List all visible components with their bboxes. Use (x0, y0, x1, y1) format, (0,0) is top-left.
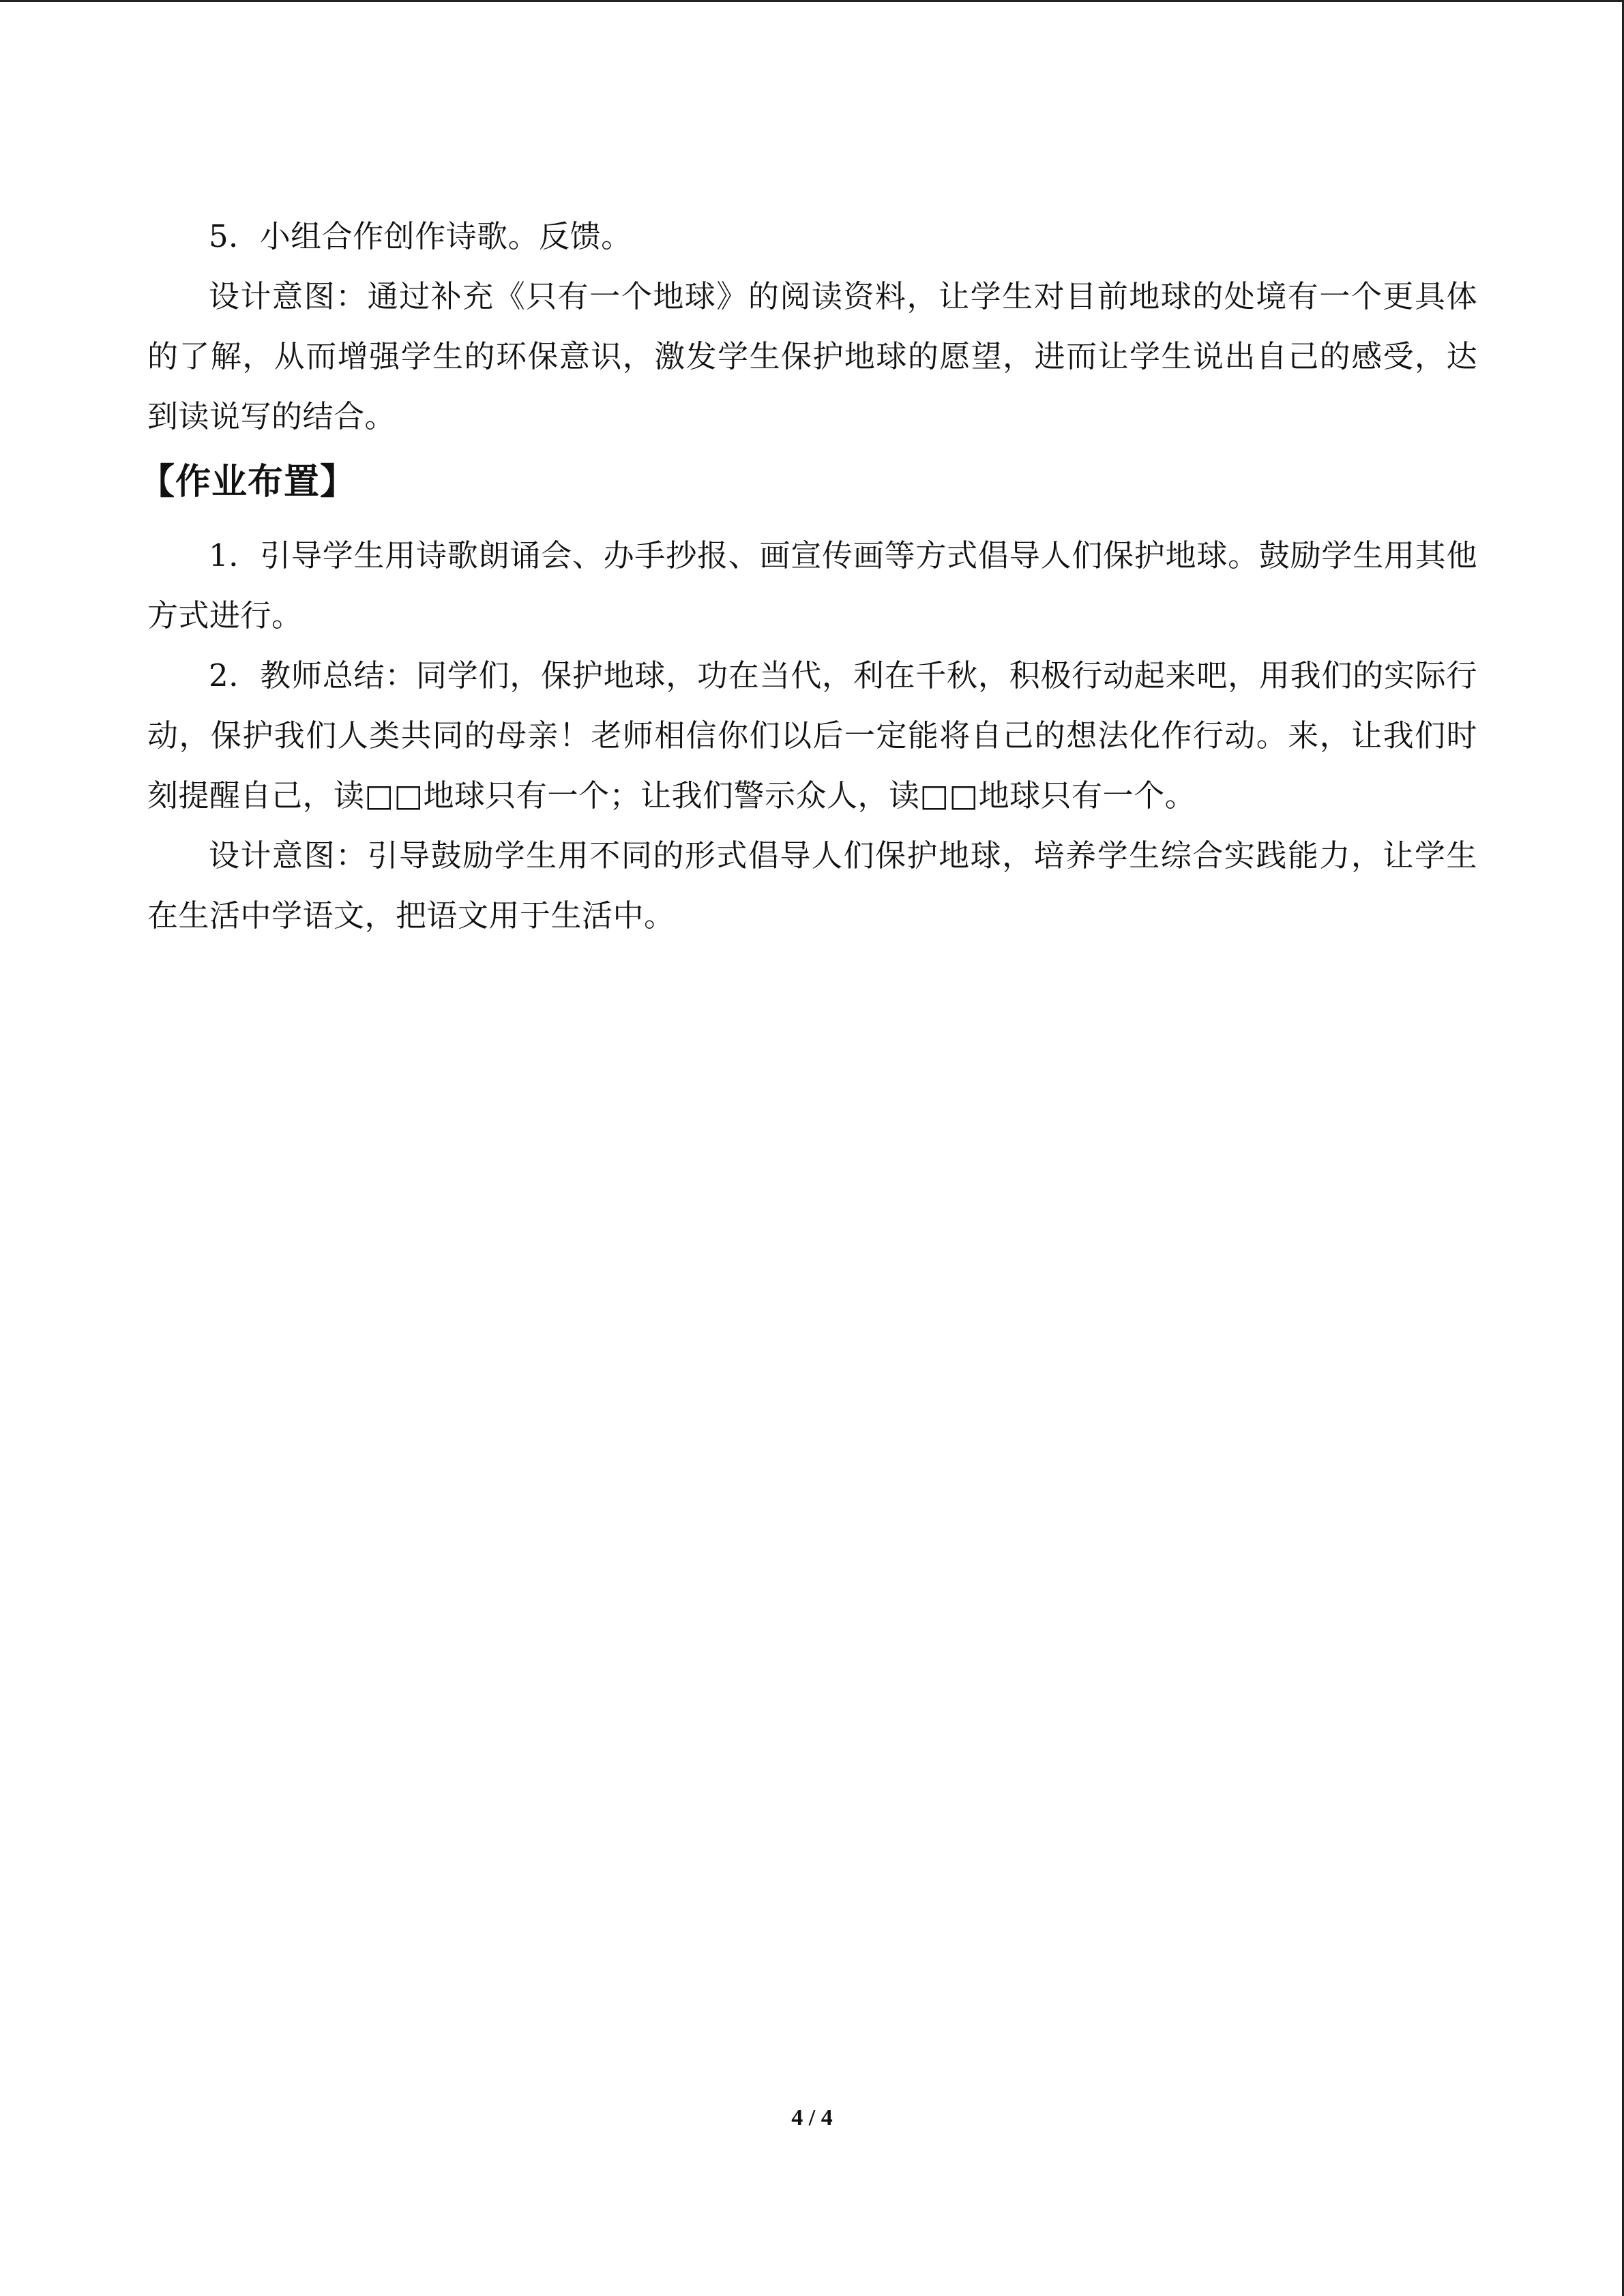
page-number: 4 / 4 (791, 2105, 833, 2130)
paragraph-design-intent-2: 设计意图：引导鼓励学生用不同的形式倡导人们保护地球，培养学生综合实践能力，让学生在生活中学语文，把语文用于生活中。 (147, 837, 1477, 934)
section-heading-homework: 【作业布置】 (139, 462, 357, 503)
paragraph-design-intent-1: 设计意图：通过补充《只有一个地球》的阅读资料，让学生对目前地球的处境有一个更具体的了解，从而增强学生的环保意识，激发学生保护地球的愿望，进而让学生说出自己的感受，达到读说写的结合。 (147, 278, 1477, 434)
document-body (139, 207, 1477, 946)
paragraph-homework-1: 1．引导学生用诗歌朗诵会、办手抄报、画宣传画等方式倡导人们保护地球。鼓励学生用其他方式进行。 (147, 537, 1477, 633)
paragraph-homework-2: 2．教师总结：同学们，保护地球，功在当代，利在千秋，积极行动起来吧，用我们的实际行动，保护我们人类共同的母亲！老师相信你们以后一定能将自己的想法化作行动。来，让我们时刻提醒自己，读□□地球只有一个；让我们警示众人，读□□地球只有一个。 (147, 657, 1477, 814)
paragraph-step-5: 5．小组合作创作诗歌。反馈。 (209, 218, 632, 254)
